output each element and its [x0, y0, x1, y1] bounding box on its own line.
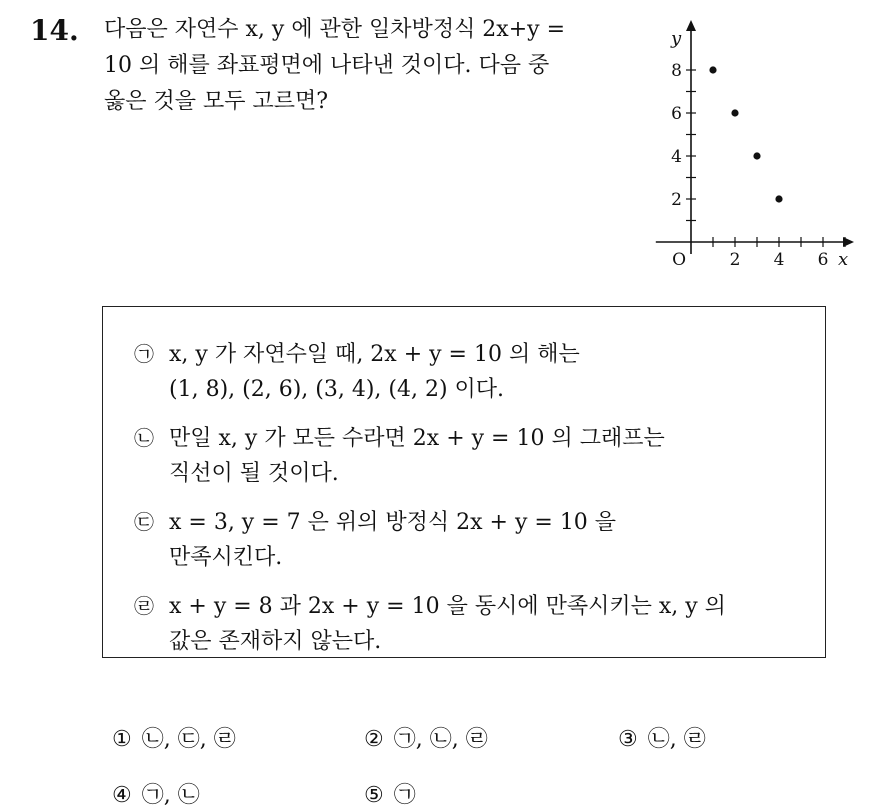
- y-axis-label: y: [671, 28, 682, 49]
- choice-1-number: ①: [112, 727, 132, 752]
- y-tick-label-8: 8: [671, 61, 682, 81]
- statement-mark-2: ㉡: [134, 426, 154, 450]
- choice-4-text: ㉠, ㉡: [141, 783, 200, 808]
- question-stem-line-1: 다음은 자연수 x, y 에 관한 일차방정식 2x+y =: [104, 17, 566, 42]
- coordinate-graph: [640, 18, 870, 278]
- statement-1: [133, 337, 580, 407]
- statement-3-line-1: x = 3, y = 7 은 위의 방정식 2x + y = 10 을: [169, 510, 617, 535]
- statement-mark-4: ㉣: [134, 594, 154, 618]
- x-tick-label-4: 4: [773, 250, 785, 270]
- question-stem-line-2: 10 의 해를 좌표평면에 나타낸 것이다. 다음 중: [104, 53, 550, 78]
- statement-2: [133, 421, 665, 491]
- statement-mark-3: ㉢: [134, 510, 154, 534]
- choice-3[interactable]: [618, 722, 706, 753]
- statement-1-line-2: (1, 8), (2, 6), (3, 4), (4, 2) 이다.: [169, 377, 505, 402]
- statement-2-line-1: 만일 x, y 가 모든 수라면 2x + y = 10 의 그래프는: [169, 426, 665, 451]
- question-number: 14.: [30, 14, 79, 47]
- statement-4: [133, 589, 726, 659]
- statement-4-line-2: 값은 존재하지 않는다.: [169, 629, 382, 654]
- choice-2-number: ②: [364, 727, 384, 752]
- statement-4-line-1: x + y = 8 과 2x + y = 10 을 동시에 만족시키는 x, y 의: [169, 594, 726, 619]
- question-stem-line-3: 옳은 것을 모두 고르면?: [104, 89, 329, 114]
- choice-5-text: ㉠: [393, 783, 416, 808]
- y-tick-label-2: 2: [671, 190, 682, 210]
- x-axis-label: x: [838, 249, 849, 270]
- statement-3: [133, 505, 616, 575]
- origin-label: O: [672, 250, 686, 270]
- y-axis-arrow-icon: [686, 20, 696, 31]
- data-point-1: [709, 66, 716, 73]
- choice-1[interactable]: [112, 722, 236, 753]
- choice-4[interactable]: [112, 778, 200, 809]
- statement-2-line-2: 직선이 될 것이다.: [169, 461, 339, 486]
- statement-3-line-2: 만족시킨다.: [169, 545, 283, 570]
- statement-1-line-1: x, y 가 자연수일 때, 2x + y = 10 의 해는: [169, 342, 580, 367]
- choice-3-text: ㉡, ㉣: [647, 727, 706, 752]
- x-tick-label-6: 6: [817, 250, 829, 270]
- choice-2-text: ㉠, ㉡, ㉣: [393, 727, 488, 752]
- y-tick-label-4: 4: [671, 147, 682, 167]
- x-tick-label-2: 2: [729, 250, 741, 270]
- choice-5[interactable]: [364, 778, 416, 809]
- y-tick-label-6: 6: [671, 104, 682, 124]
- choice-1-text: ㉡, ㉢, ㉣: [141, 727, 236, 752]
- choice-3-number: ③: [618, 727, 638, 752]
- statements-box: [102, 306, 826, 658]
- statement-mark-1: ㉠: [134, 342, 154, 366]
- data-point-3: [753, 152, 760, 159]
- data-point-4: [775, 195, 782, 202]
- choice-4-number: ④: [112, 783, 132, 808]
- question-stem: [104, 12, 624, 120]
- choice-2[interactable]: [364, 722, 488, 753]
- data-point-2: [731, 109, 738, 116]
- choice-5-number: ⑤: [364, 783, 384, 808]
